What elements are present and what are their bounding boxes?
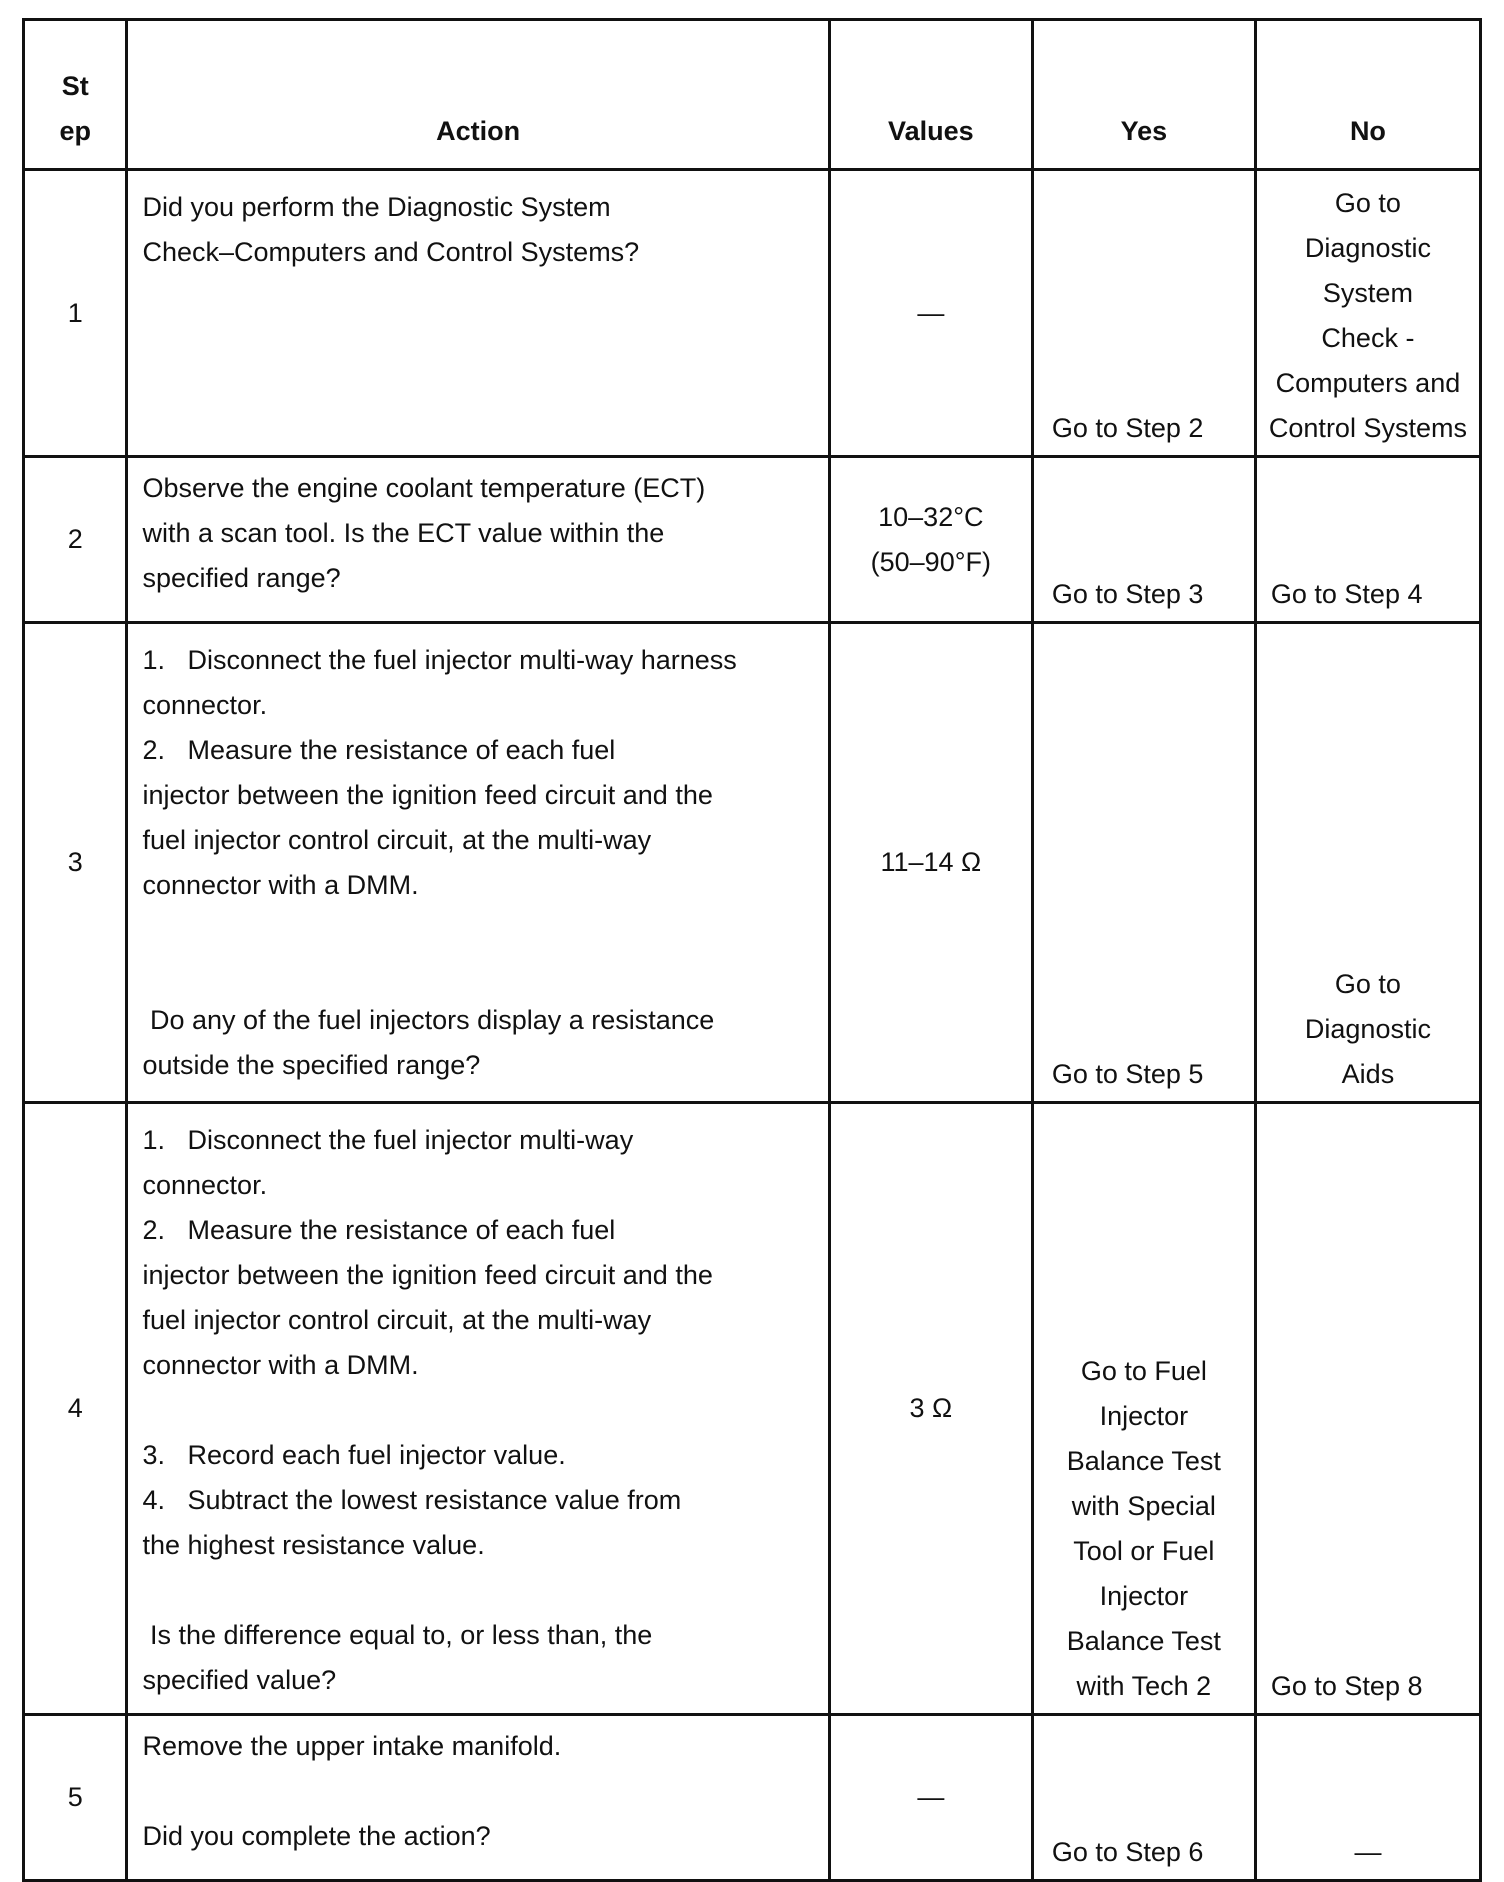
- values-cell: 10–32°C (50–90°F): [829, 457, 1032, 623]
- step-number: 3: [24, 623, 127, 1103]
- yes-cell: Go to Step 5: [1032, 623, 1255, 1103]
- action-cell: Remove the upper intake manifold. Did you complete the action?: [127, 1715, 829, 1881]
- no-cell: Go to Diagnostic System Check - Computers and Control Systems: [1255, 170, 1480, 457]
- no-cell: —: [1255, 1715, 1480, 1881]
- header-no: No: [1255, 20, 1480, 170]
- header-step: St ep: [24, 20, 127, 170]
- header-action: Action: [127, 20, 829, 170]
- header-row: [24, 20, 1481, 170]
- values-cell: —: [829, 1715, 1032, 1881]
- table-row: [24, 1715, 1481, 1881]
- no-cell: Go to Step 8: [1255, 1103, 1480, 1715]
- values-cell: 11–14 Ω: [829, 623, 1032, 1103]
- action-cell: Did you perform the Diagnostic System Check–Computers and Control Systems?: [127, 170, 829, 457]
- table-row: [24, 170, 1481, 457]
- values-cell: —: [829, 170, 1032, 457]
- diagnostic-table: [22, 18, 1482, 1882]
- action-cell: 1. Disconnect the fuel injector multi-way connector. 2. Measure the resistance of each fuel injector between the ignition feed circuit and the fuel injector control circuit, at the multi-way connector with a DMM. 3. Record each fuel injector value. 4. Subtract the lowest resistance value from the highest resistance value. Is the difference equal to, or less than, the specified value?: [127, 1103, 829, 1715]
- header-yes: Yes: [1032, 20, 1255, 170]
- action-cell: Observe the engine coolant temperature (ECT) with a scan tool. Is the ECT value within the specified range?: [127, 457, 829, 623]
- yes-cell: Go to Step 6: [1032, 1715, 1255, 1881]
- yes-cell: Go to Fuel Injector Balance Test with Special Tool or Fuel Injector Balance Test with Tech 2: [1032, 1103, 1255, 1715]
- no-cell: Go to Diagnostic Aids: [1255, 623, 1480, 1103]
- step-number: 1: [24, 170, 127, 457]
- values-cell: 3 Ω: [829, 1103, 1032, 1715]
- table-row: [24, 1103, 1481, 1715]
- table-row: [24, 623, 1481, 1103]
- step-number: 4: [24, 1103, 127, 1715]
- step-number: 2: [24, 457, 127, 623]
- table-row: [24, 457, 1481, 623]
- no-cell: Go to Step 4: [1255, 457, 1480, 623]
- yes-cell: Go to Step 3: [1032, 457, 1255, 623]
- header-values: Values: [829, 20, 1032, 170]
- step-number: 5: [24, 1715, 127, 1881]
- action-cell: 1. Disconnect the fuel injector multi-way harness connector. 2. Measure the resistance of each fuel injector between the ignition feed circuit and the fuel injector control circuit, at the multi-way connector with a DMM. Do any of the fuel injectors display a resistance outside the specified range?: [127, 623, 829, 1103]
- yes-cell: Go to Step 2: [1032, 170, 1255, 457]
